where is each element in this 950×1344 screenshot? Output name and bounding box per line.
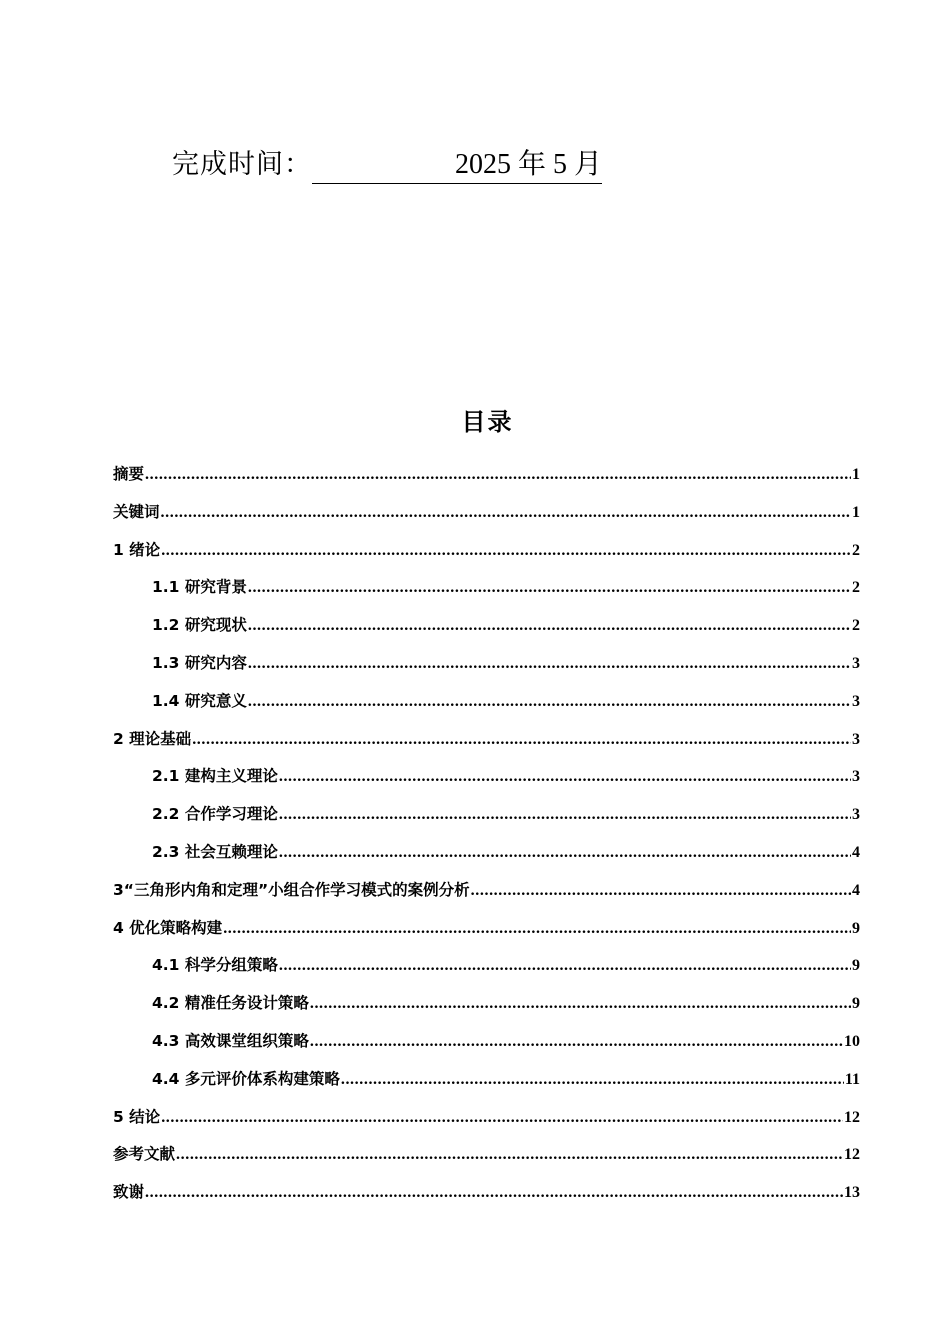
toc-entry-page-number: 2 <box>852 541 860 559</box>
toc-entry[interactable] <box>113 651 860 689</box>
toc-entry-page-number: 13 <box>844 1184 860 1202</box>
toc-entry-label: 2 理论基础 <box>113 729 192 748</box>
toc-dot-leader <box>279 844 851 862</box>
toc-entry[interactable] <box>113 1180 860 1218</box>
toc-entry-page-number: 10 <box>844 1032 860 1050</box>
toc-entry-page-number: 3 <box>852 806 860 824</box>
toc-dot-leader <box>223 920 851 938</box>
toc-entry[interactable] <box>113 916 860 954</box>
toc-dot-leader <box>145 1184 843 1202</box>
toc-dot-leader <box>192 731 851 749</box>
toc-entry-page-number: 9 <box>852 995 860 1013</box>
toc-dot-leader <box>176 1146 843 1164</box>
toc-dot-leader <box>161 504 851 522</box>
toc-entry-page-number: 1 <box>852 503 860 521</box>
completion-date-label: 完成时间： <box>172 149 312 180</box>
toc-dot-leader <box>310 1033 843 1051</box>
toc-entry[interactable] <box>113 727 860 765</box>
toc-dot-leader <box>161 542 851 560</box>
toc-dot-leader <box>161 1109 843 1127</box>
toc-entry-page-number: 11 <box>844 1070 860 1088</box>
toc-entry[interactable] <box>113 1029 860 1067</box>
toc-entry-page-number: 3 <box>852 654 860 672</box>
toc-entry-label: 1.3 研究内容 <box>152 653 247 672</box>
toc-dot-leader <box>145 466 851 484</box>
toc-entry-label: 3“三角形内角和定理”小组合作学习模式的案例分析 <box>113 880 470 899</box>
toc-entry[interactable] <box>113 991 860 1029</box>
toc-dot-leader <box>279 768 851 786</box>
toc-entry-label: 4.1 科学分组策略 <box>152 956 278 975</box>
toc-entry[interactable] <box>113 953 860 991</box>
toc-entry[interactable] <box>113 500 860 538</box>
toc-entry[interactable] <box>113 764 860 802</box>
toc-entry[interactable] <box>113 840 860 878</box>
toc-dot-leader <box>248 693 851 711</box>
toc-entry-page-number: 3 <box>852 692 860 710</box>
toc-entry[interactable] <box>113 538 860 576</box>
toc-entry-label: 5 结论 <box>113 1107 161 1126</box>
toc-dot-leader <box>341 1071 844 1089</box>
toc-entry-label: 4.3 高效课堂组织策略 <box>152 1031 309 1050</box>
toc-entry-label: 4 优化策略构建 <box>113 918 223 937</box>
toc-entry[interactable] <box>113 689 860 727</box>
toc-entry[interactable] <box>113 613 860 651</box>
toc-entry-label: 1.2 研究现状 <box>152 616 247 635</box>
toc-entry[interactable] <box>113 462 860 500</box>
toc-entry-page-number: 2 <box>852 617 860 635</box>
toc-entry[interactable] <box>113 1067 860 1105</box>
toc-entry[interactable] <box>113 802 860 840</box>
toc-entry-label: 摘要 <box>113 465 145 483</box>
toc-entry-page-number: 4 <box>852 881 860 899</box>
toc-entry-page-number: 3 <box>852 768 860 786</box>
toc-entry-label: 4.2 精准任务设计策略 <box>152 994 309 1013</box>
toc-dot-leader <box>248 579 851 597</box>
toc-entry-label: 2.1 建构主义理论 <box>152 767 278 786</box>
completion-date-line <box>172 142 602 182</box>
toc-entry-page-number: 1 <box>852 466 860 483</box>
toc-entry-page-number: 3 <box>852 730 860 748</box>
toc-entry-page-number: 12 <box>844 1146 860 1164</box>
toc-entry-label: 2.2 合作学习理论 <box>152 805 278 824</box>
toc-entry-page-number: 2 <box>852 579 860 597</box>
toc-title: 目录 <box>461 408 514 436</box>
toc-entry-label: 关键词 <box>113 502 160 521</box>
toc-entry[interactable] <box>113 1105 860 1143</box>
toc-entry-page-number: 12 <box>844 1108 860 1126</box>
toc-dot-leader <box>279 957 851 975</box>
toc-entry-label: 1.4 研究意义 <box>152 691 247 710</box>
toc-entry[interactable] <box>113 878 860 916</box>
toc-entry-label: 2.3 社会互赖理论 <box>152 842 278 861</box>
toc-entry-label: 1 绪论 <box>113 540 161 559</box>
toc-entry-label: 1.1 研究背景 <box>152 578 247 597</box>
toc-entry-page-number: 4 <box>852 843 860 861</box>
toc-entry[interactable] <box>113 575 860 613</box>
toc-entry-label: 4.4 多元评价体系构建策略 <box>152 1069 340 1088</box>
toc-entry-page-number: 9 <box>852 957 860 975</box>
completion-date-value: 2025 年 5 月 <box>312 142 602 184</box>
table-of-contents <box>113 462 860 1218</box>
toc-dot-leader <box>248 617 851 635</box>
toc-entry-page-number: 9 <box>852 919 860 937</box>
toc-dot-leader <box>248 655 851 673</box>
toc-entry-label: 参考文献 <box>113 1145 176 1164</box>
toc-dot-leader <box>310 995 851 1013</box>
toc-dot-leader <box>279 806 851 824</box>
toc-entry[interactable] <box>113 1142 860 1180</box>
toc-dot-leader <box>471 882 851 900</box>
toc-entry-label: 致谢 <box>113 1183 145 1202</box>
